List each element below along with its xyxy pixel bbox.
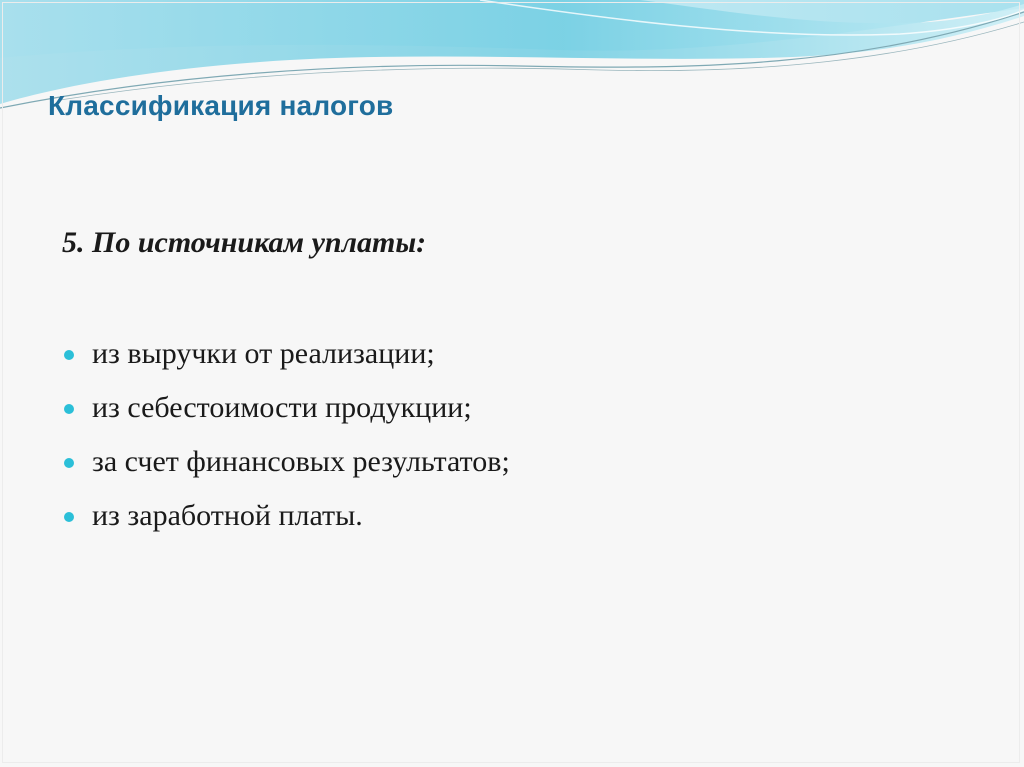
bullet-dot-icon: [64, 512, 74, 522]
bullet-text: за счет финансовых результатов;: [92, 445, 510, 478]
bullet-dot-icon: [64, 404, 74, 414]
bullet-item: [62, 331, 510, 385]
bullet-item: [62, 493, 510, 547]
bullet-text: из заработной платы.: [92, 499, 363, 532]
section-subtitle: 5. По источникам уплаты:: [62, 226, 427, 259]
bullet-item: [62, 439, 510, 493]
bullet-text: из выручки от реализации;: [92, 337, 435, 370]
bullet-text: из себестоимости продукции;: [92, 391, 472, 424]
bullet-item: [62, 385, 510, 439]
slide-title: Классификация налогов: [48, 90, 394, 121]
bullet-dot-icon: [64, 350, 74, 360]
bullet-dot-icon: [64, 458, 74, 468]
bullet-list: [62, 331, 510, 547]
